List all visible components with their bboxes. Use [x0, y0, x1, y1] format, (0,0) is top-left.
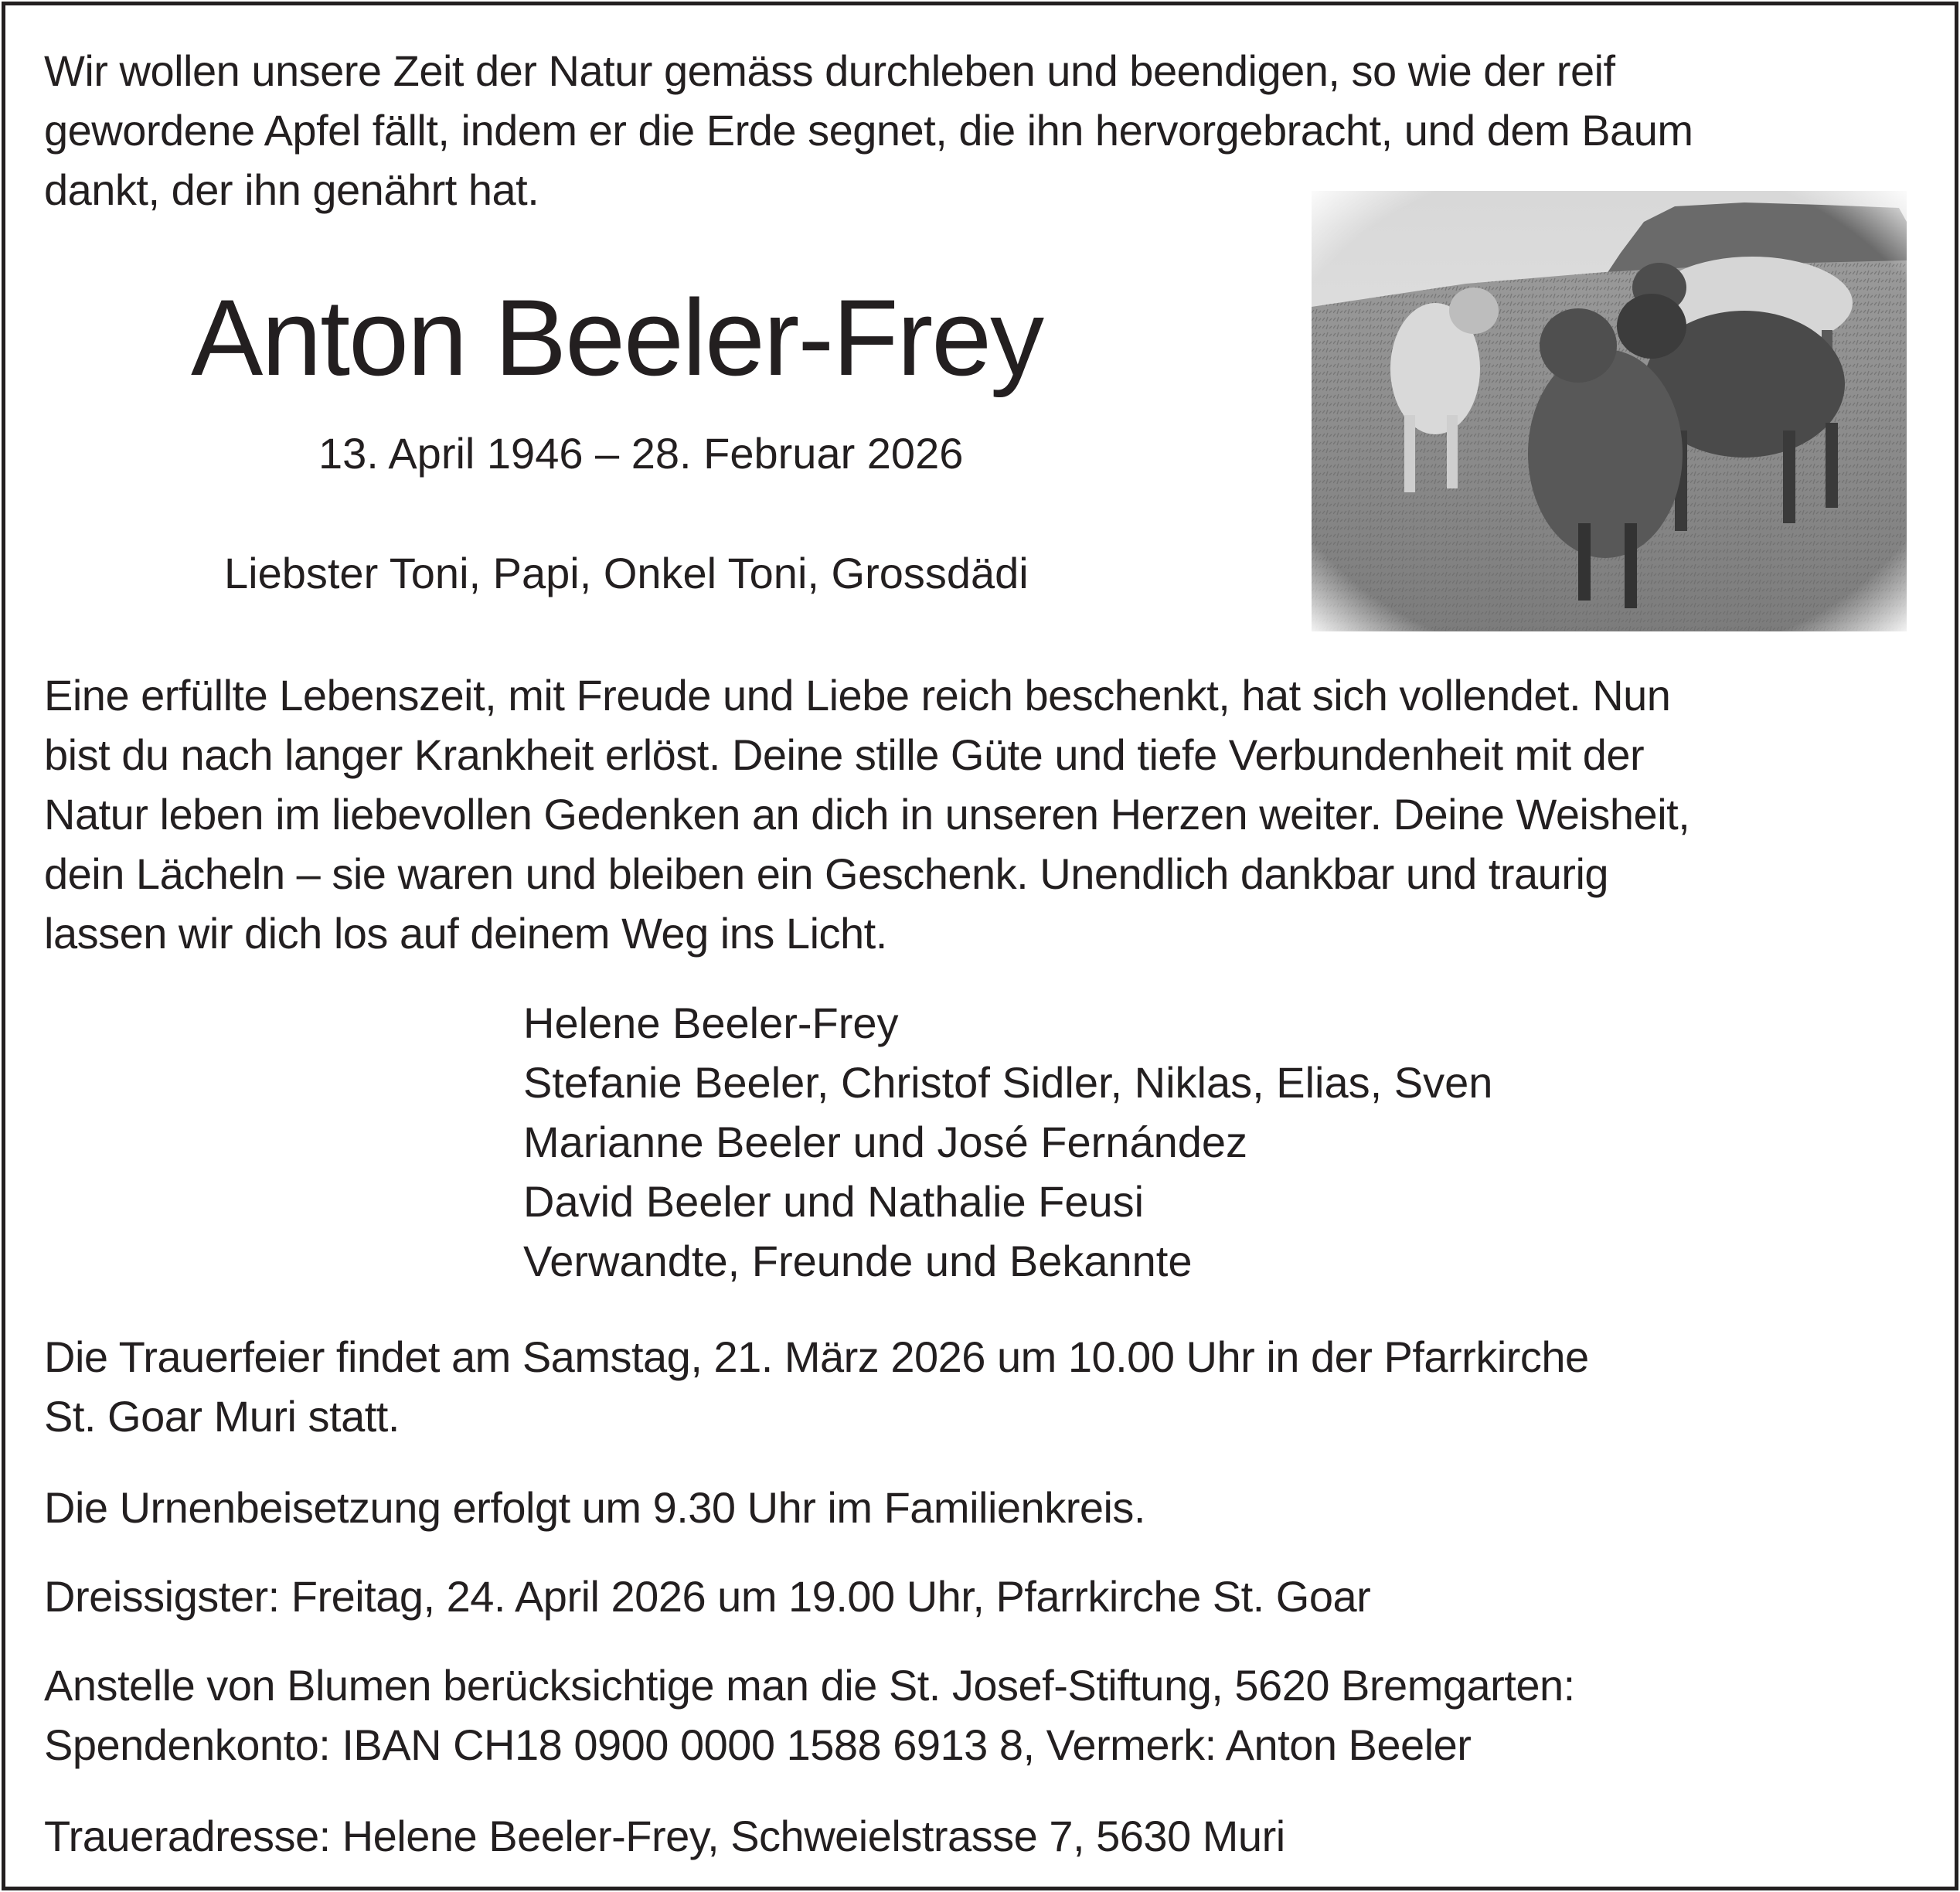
tribute-line: bist du nach langer Krankheit erlöst. Deine stille Güte und tiefe Verbundenheit mit der — [44, 730, 1645, 779]
mourner-entry: Helene Beeler-Frey — [523, 999, 899, 1047]
life-dates: 13. April 1946 – 28. Februar 2026 — [318, 429, 964, 478]
tribute-line: Eine erfüllte Lebenszeit, mit Freude und Liebe reich beschenkt, hat sich vollendet. Nun — [44, 671, 1671, 720]
mourning-address: Traueradresse: Helene Beeler-Frey, Schweielstrasse 7, 5630 Muri — [44, 1812, 1285, 1860]
mourner-entry: Stefanie Beeler, Christof Sidler, Niklas, Elias, Sven — [523, 1058, 1493, 1107]
motto-line: Wir wollen unsere Zeit der Natur gemäss durchleben und beendigen, so wie der reif — [44, 46, 1615, 95]
donation-info — [44, 1656, 1575, 1775]
tribute-line: dein Lächeln – sie waren und bleiben ein Geschenk. Unendlich dankbar und traurig — [44, 849, 1609, 898]
tribute-line: lassen wir dich los auf deinem Weg ins Licht. — [44, 909, 887, 958]
service-line: Die Trauerfeier findet am Samstag, 21. März 2026 um 10.00 Uhr in der Pfarrkirche — [44, 1332, 1589, 1381]
motto-line: dankt, der ihn genährt hat. — [44, 165, 539, 214]
deceased-name: Anton Beeler-Frey — [191, 277, 1043, 398]
funeral-service-info — [44, 1327, 1589, 1446]
donation-line: Anstelle von Blumen berücksichtige man die St. Josef-Stiftung, 5620 Bremgarten: — [44, 1661, 1575, 1710]
mourner-entry: Marianne Beeler und José Fernández — [523, 1118, 1248, 1166]
thirtieth-day-mass-info: Dreissigster: Freitag, 24. April 2026 um 19.00 Uhr, Pfarrkirche St. Goar — [44, 1572, 1371, 1621]
mourner-entry: David Beeler und Nathalie Feusi — [523, 1177, 1145, 1226]
nicknames: Liebster Toni, Papi, Onkel Toni, Grossdädi — [224, 549, 1029, 597]
tribute-line: Natur leben im liebevollen Gedenken an dich in unseren Herzen weiter. Deine Weisheit, — [44, 790, 1690, 839]
donation-line: Spendenkonto: IBAN CH18 0900 0000 1588 6913 8, Vermerk: Anton Beeler — [44, 1720, 1472, 1769]
tribute-paragraph — [44, 665, 1689, 963]
mourner-entry: Verwandte, Freunde und Bekannte — [523, 1237, 1193, 1285]
urn-burial-info: Die Urnenbeisetzung erfolgt um 9.30 Uhr im Familienkreis. — [44, 1483, 1145, 1532]
service-line: St. Goar Muri statt. — [44, 1392, 400, 1441]
motto-line: gewordene Apfel fällt, indem er die Erde segnet, die ihn hervorgebracht, und dem Baum — [44, 106, 1693, 155]
mourners-list — [523, 993, 1492, 1291]
sheep-photo-icon — [1312, 191, 1907, 631]
obituary-notice-frame — [2, 2, 1958, 1890]
